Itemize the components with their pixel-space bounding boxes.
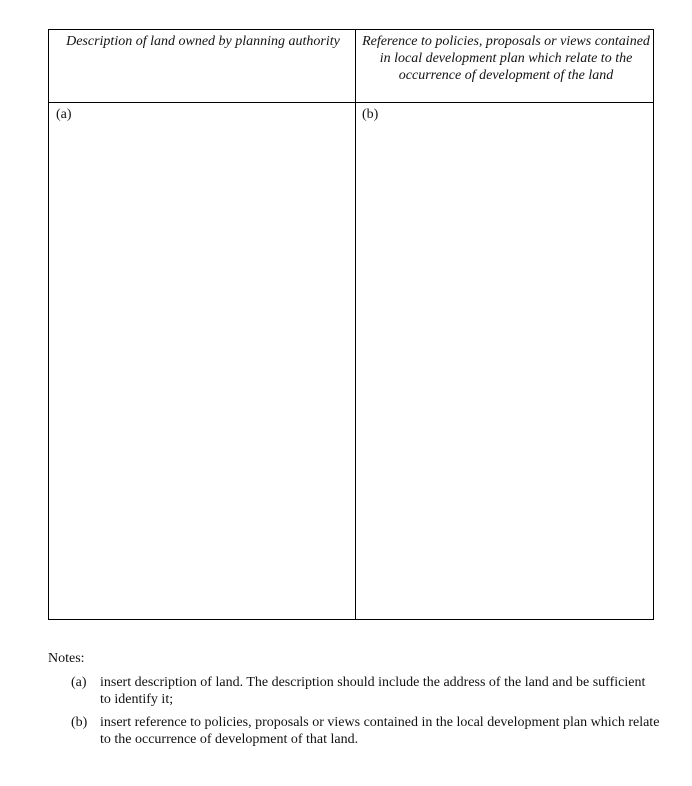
land-table	[48, 29, 654, 620]
notes-title: Notes:	[48, 651, 85, 666]
note-item	[48, 714, 692, 748]
note-text-line: insert reference to policies, proposals or views contained in the local development plan which relate	[100, 715, 660, 730]
header-policy-reference: Reference to policies, proposals or views contained in local development plan which relate to the occurrence of development of the land	[362, 34, 650, 83]
note-text-line: to identify it;	[100, 692, 174, 707]
note-item	[48, 674, 692, 708]
note-marker: (b)	[71, 715, 88, 730]
header-divider	[49, 102, 653, 103]
cell-label-a: (a)	[56, 107, 72, 122]
note-text-line: to the occurrence of development of that land.	[100, 732, 359, 747]
header-land-description: Description of land owned by planning authority	[66, 34, 340, 49]
notes-section	[48, 650, 692, 754]
note-marker: (a)	[71, 675, 87, 690]
cell-label-b: (b)	[362, 107, 379, 122]
column-divider	[355, 30, 356, 619]
note-text-line: insert description of land. The description should include the address of the land and be sufficient	[100, 675, 646, 690]
